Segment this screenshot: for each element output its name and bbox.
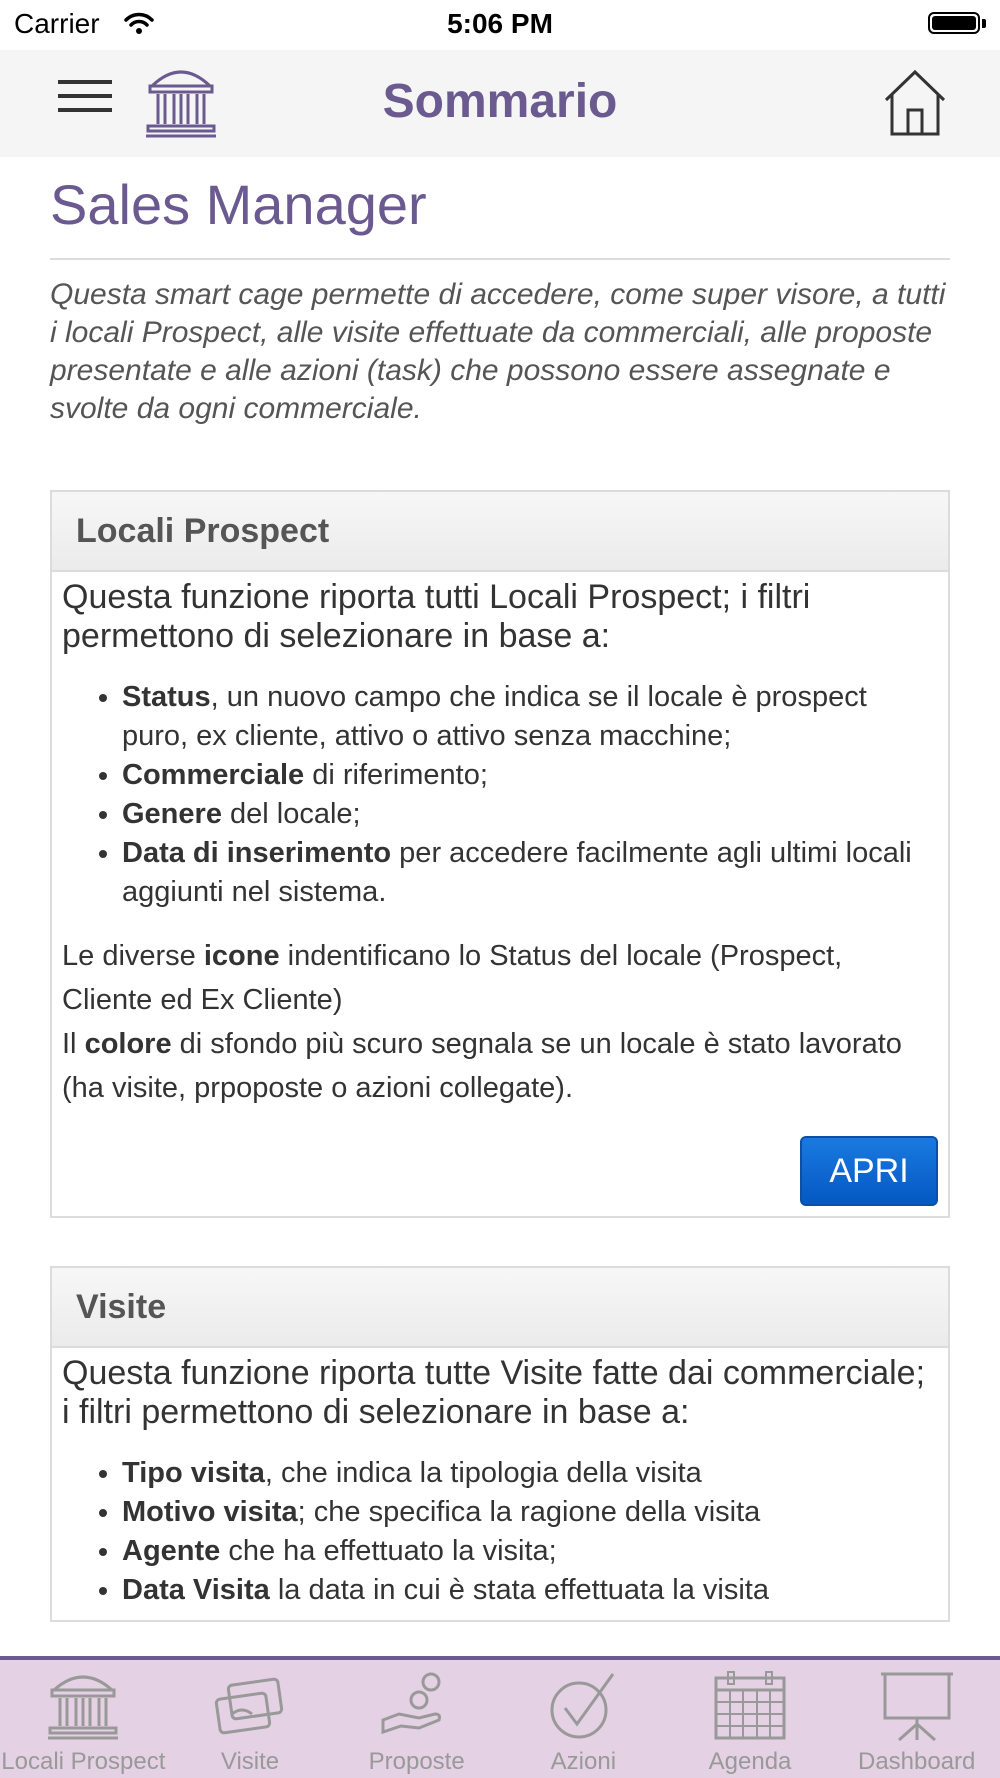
- filter-list: [62, 678, 938, 912]
- carrier-label: Carrier: [14, 8, 100, 39]
- nav-bar: [0, 50, 1000, 157]
- tab-label: Agenda: [708, 1748, 792, 1775]
- main-content: [50, 157, 950, 1622]
- apri-button[interactable]: APRI: [800, 1136, 938, 1206]
- intro-text: Questa smart cage permette di accedere, come super visore, a tutti i locali Prospect, alle visite effettuate da commerciali, alle proposte presentate e alle azioni (task) che possono essere assegnate e svolte da ogni commerciale.: [50, 278, 946, 426]
- panel-locali-prospect: [50, 490, 950, 1218]
- divider: [50, 258, 950, 260]
- calendar-icon: [712, 1670, 788, 1742]
- list-item: • Commerciale di riferimento;: [122, 756, 938, 795]
- list-item: • Status, un nuovo campo che indica se il locale è prospect puro, ex cliente, attivo o attivo senza macchine;: [122, 678, 938, 756]
- tab-proposte[interactable]: [333, 1660, 500, 1778]
- tab-azioni[interactable]: [500, 1660, 667, 1778]
- handshake-icon: [212, 1670, 288, 1742]
- list-item: • Genere del locale;: [122, 795, 938, 834]
- tab-label: Proposte: [368, 1748, 465, 1775]
- panel-title: Locali Prospect: [52, 492, 948, 572]
- hand-coin-icon: [379, 1670, 455, 1742]
- bank-icon: [46, 1670, 120, 1742]
- status-time: 5:06 PM: [447, 8, 553, 39]
- panel-description: Questa funzione riporta tutte Visite fatte dai commerciale; i filtri permettono di selezionare in base a:: [62, 1354, 926, 1432]
- filter-list: [62, 1454, 938, 1610]
- tab-label: Visite: [220, 1748, 280, 1775]
- list-item: • Data di inserimento per accedere facilmente agli ultimi locali aggiunti nel sistema.: [122, 834, 938, 912]
- tab-agenda[interactable]: [667, 1660, 834, 1778]
- page-title: Sales Manager: [50, 173, 427, 236]
- tab-label: Azioni: [550, 1748, 617, 1775]
- battery-icon: [928, 12, 988, 36]
- tab-visite[interactable]: [167, 1660, 334, 1778]
- list-item: • Motivo visita; che specifica la ragione della visita: [122, 1493, 938, 1532]
- list-item: • Data Visita la data in cui è stata effettuata la visita: [122, 1571, 938, 1610]
- tab-bar: [0, 1656, 1000, 1778]
- panel-description: Questa funzione riporta tutti Locali Prospect; i filtri permettono di selezionare in base a:: [62, 578, 811, 656]
- tab-label: Dashboard: [857, 1748, 976, 1775]
- page-title-nav: Sommario: [382, 75, 618, 128]
- tab-locali-prospect[interactable]: [0, 1660, 167, 1778]
- panel-title: Visite: [52, 1268, 948, 1348]
- presentation-board-icon: [879, 1670, 955, 1742]
- tab-dashboard[interactable]: [833, 1660, 1000, 1778]
- panel-note: Le diverse icone indentificano lo Status del locale (Prospect, Cliente ed Ex Cliente) Il colore di sfondo più scuro segnala se un locale è stato lavorato (ha visite, prpoposte o azioni collegate).: [62, 940, 902, 1105]
- status-bar: [0, 0, 1000, 51]
- home-icon[interactable]: [882, 68, 948, 143]
- tab-label: Locali Prospect: [1, 1748, 166, 1775]
- list-item: • Tipo visita, che indica la tipologia della visita: [122, 1454, 938, 1493]
- list-item: • Agente che ha effettuato la visita;: [122, 1532, 938, 1571]
- checkmark-icon: [545, 1670, 621, 1742]
- panel-visite: [50, 1266, 950, 1622]
